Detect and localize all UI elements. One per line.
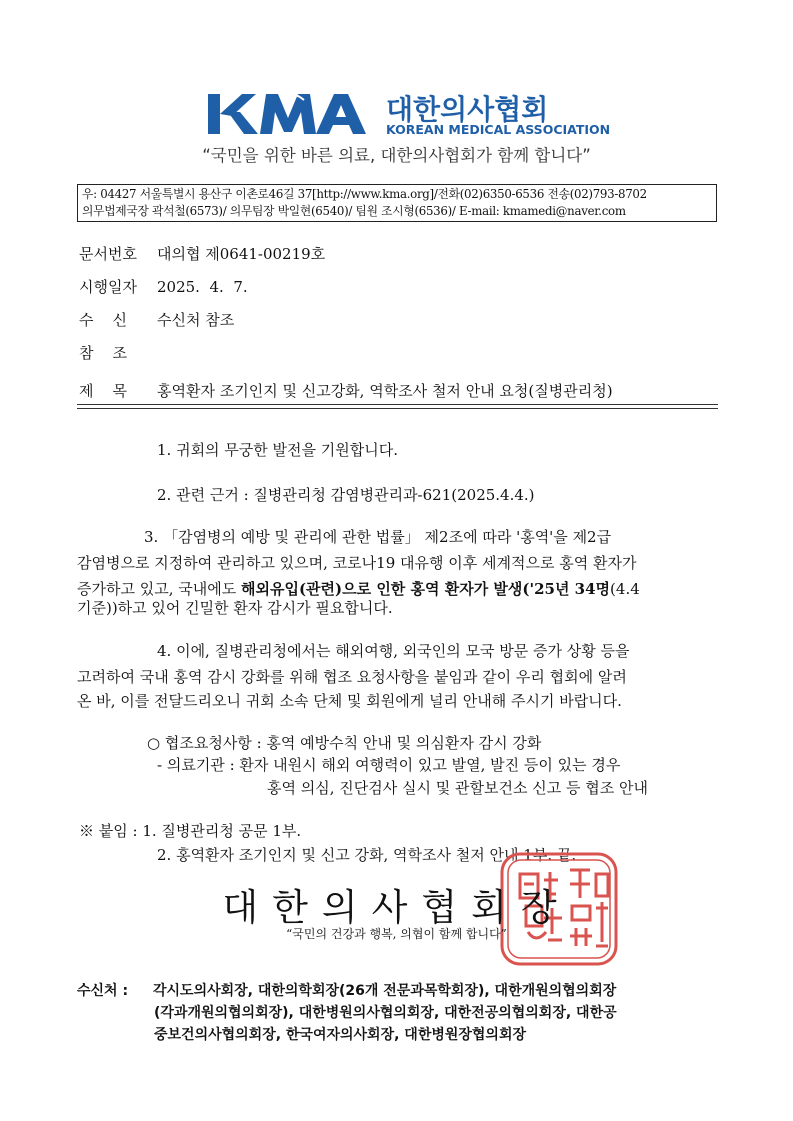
logo-korean-name: 대한의사협회 [386,93,549,126]
subject-divider-thin [77,408,718,409]
doc-number-value: 대의협 제0641-00219호 [157,245,326,263]
paragraph-3-line-3-text: 증가하고 있고, 국내에도 [77,580,241,598]
recipient-value: 수신처 참조 [157,311,235,329]
paragraph-1: 1. 귀회의 무궁한 발전을 기원합니다. [157,441,399,459]
subject-row [79,380,613,401]
paragraph-4-line-2: 고려하여 국내 홍역 감시 강화를 위해 협조 요청사항을 붙임과 같이 우리 협회에 알려 [77,668,627,686]
doc-number-label: 문서번호 [79,245,137,263]
signature-title: 대한의사협회장 [222,886,571,929]
cooperation-request-item: - 의료기관 : 환자 내원시 해외 여행력이 있고 발열, 발진 등이 있는 경우 [157,756,621,774]
recipient-label: 수 신 [79,311,128,329]
attachment-line-1: ※ 붙임 : 1. 질병관리청 공문 1부. [79,822,302,840]
contact-staff-line: 의무법제국장 곽석철(6573)/ 의무팀장 박일현(6540)/ 팀원 조시형(6536)/ E-mail: kmamedi@naver.com [82,204,626,218]
paragraph-3-line-3-tail: (4.4 [610,580,640,598]
paragraph-3-line-4: 기준))하고 있어 긴밀한 환자 감시가 필요합니다. [77,599,393,617]
recipients-line-2: (각과개원의협의회장), 대한병원의사협의회장, 대한전공의협의회장, 대한공 [154,1005,617,1021]
subject-label: 제 목 [79,382,128,400]
recipient-row [79,309,234,330]
paragraph-3-line-1: 3. 「감염병의 예방 및 관리에 관한 법률」 제2조에 따라 '홍역'을 제2급 [144,528,612,546]
recipients-label: 수신처 : [77,983,129,999]
cooperation-request-heading: ○ 협조요청사항 : 홍역 예방수칙 안내 및 의심환자 감시 강화 [147,734,542,752]
paragraph-4-line-1: 4. 이에, 질병관리청에서는 해외여행, 외국인의 모국 방문 증가 상황 등을 [157,642,630,660]
signature-slogan: “국민의 건강과 행복, 의협이 함께 합니다” [286,927,507,941]
date-value: 2025. 4. 7. [157,278,248,296]
recipients-line-3: 중보건의사협의회장, 한국여자의사회장, 대한병원장협의회장 [154,1027,527,1043]
subject-divider-thick [77,404,718,405]
recipients-line-1: 각시도의사회장, 대한의학회장(26개 전문과목학회장), 대한개원의협의회장 [153,983,617,999]
cooperation-request-item-cont: 홍역 의심, 진단검사 실시 및 관할보건소 신고 등 협조 안내 [267,779,648,797]
reference-row [79,342,157,363]
date-label: 시행일자 [79,278,137,296]
kma-logo-mark [208,92,376,136]
reference-label: 참 조 [79,344,128,362]
contact-address-line: 우: 04427 서울특별시 용산구 이촌로46길 37[http://www.kma.org]/전화(02)6350-6536 전송(02)793-8702 [82,187,647,201]
logo-english-name: KOREAN MEDICAL ASSOCIATION [386,122,611,137]
contact-box [77,184,717,222]
paragraph-3-line-2: 감염병으로 지정하여 관리하고 있으며, 코로나19 대유행 이후 세계적으로 홍역 환자가 [77,554,637,572]
paragraph-2: 2. 관련 근거 : 질병관리청 감염병관리과-621(2025.4.4.) [157,486,535,504]
date-row [79,276,248,297]
header-slogan: “국민을 위한 바른 의료, 대한의사협회가 함께 합니다” [202,146,591,165]
doc-number-row [79,243,325,264]
subject-value: 홍역환자 조기인지 및 신고강화, 역학조사 철저 안내 요청(질병관리청) [157,382,613,400]
paragraph-4-line-3: 온 바, 이를 전달드리오니 귀회 소속 단체 및 회원에게 널리 안내해 주시기 바랍니다. [77,692,622,710]
attachment-line-2: 2. 홍역환자 조기인지 및 신고 강화, 역학조사 철저 안내 1부. 끝. [157,846,577,864]
paragraph-3-emphasis: 해외유입(관련)으로 인한 홍역 환자가 발생('25년 34명 [240,580,611,598]
